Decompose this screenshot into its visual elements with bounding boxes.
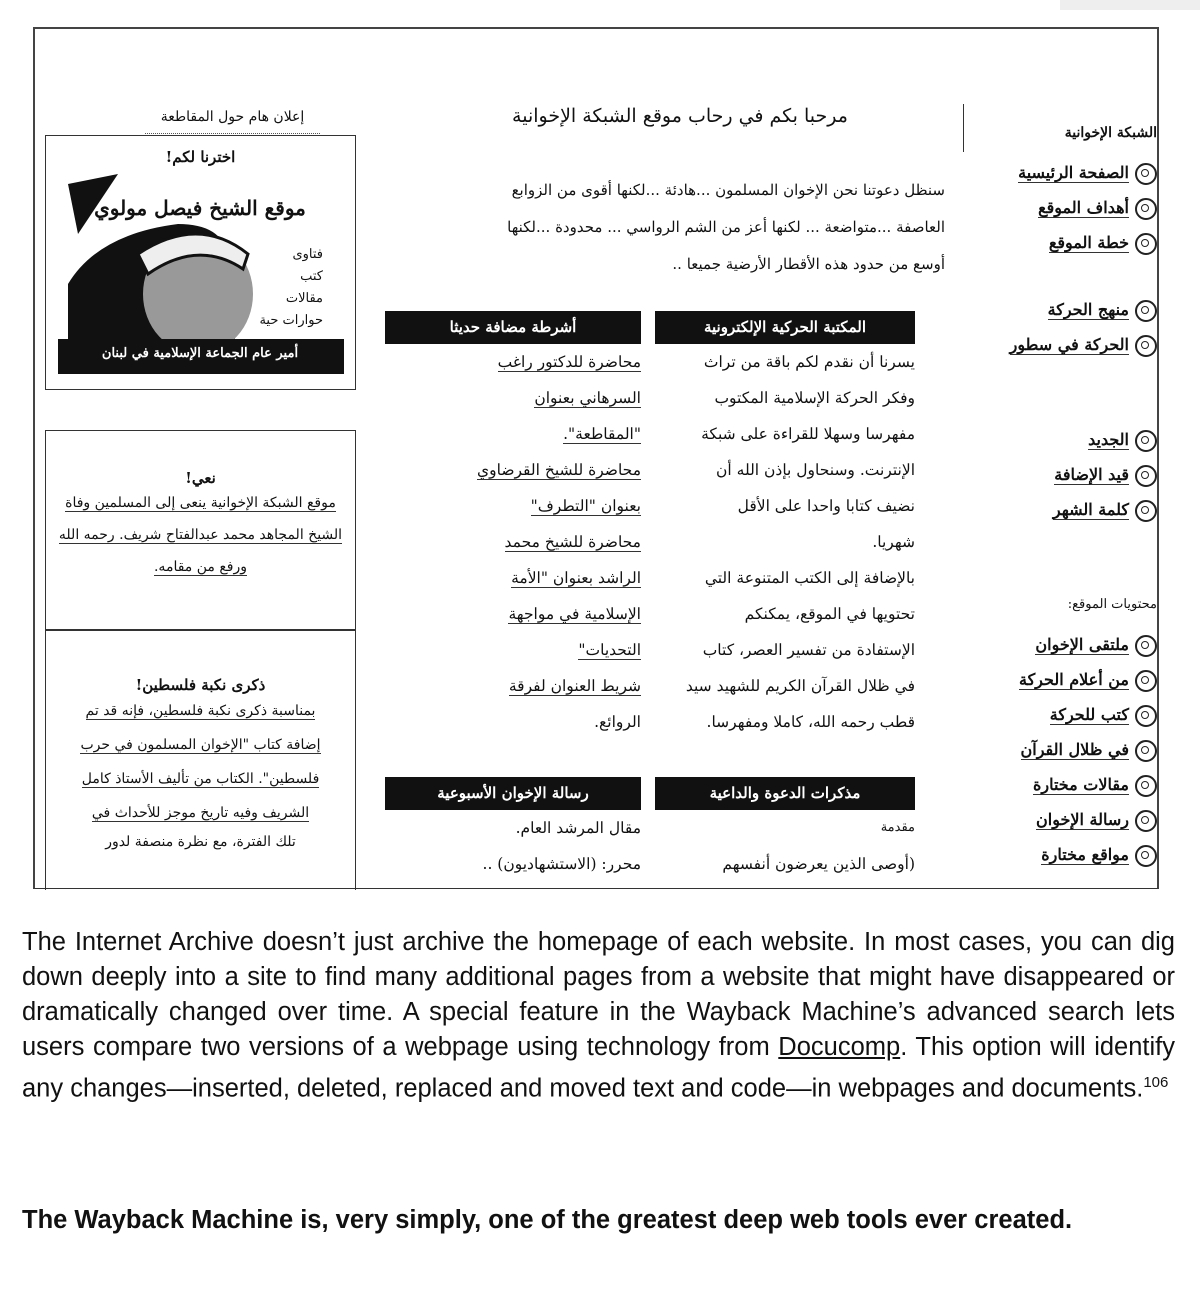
sidebar-item-label: رسالة الإخوان xyxy=(1036,810,1129,829)
flower-rosette-icon xyxy=(1135,670,1157,692)
nakba-link[interactable]: الشريف وفيه تاريخ موجز للأحداث في xyxy=(91,805,310,821)
sidebar-item[interactable] xyxy=(962,767,1157,802)
sidebar-item[interactable] xyxy=(962,292,1157,327)
obituary-link[interactable]: ورفع من مقامه. xyxy=(153,559,248,575)
sidebar-item[interactable] xyxy=(962,190,1157,225)
featured-title: اخترنا لكم! xyxy=(165,148,236,166)
tape-link[interactable]: الراشد بعنوان "الأمة xyxy=(511,569,641,587)
tape-link[interactable]: الروائع. xyxy=(594,713,641,731)
library-line: الإنترنت. وسنحاول بإذن الله أن xyxy=(716,461,915,479)
tapes-header[interactable]: أشرطة مضافة حديثا xyxy=(385,311,641,344)
sidebar-item[interactable] xyxy=(962,837,1157,872)
sidebar-item[interactable] xyxy=(962,457,1157,492)
nakba-link[interactable]: إضافة كتاب "الإخوان المسلمون في حرب xyxy=(80,737,321,753)
page-edge xyxy=(1060,0,1200,10)
flower-rosette-icon xyxy=(1135,335,1157,357)
banner-item: كتب xyxy=(300,269,323,284)
sidebar-item-label: أهداف الموقع xyxy=(1038,198,1129,217)
tape-link[interactable]: شريط العنوان لفرقة xyxy=(508,677,641,695)
library-line: بالإضافة إلى الكتب المتنوعة التي xyxy=(704,569,915,587)
banner-item: مقالات xyxy=(285,291,323,306)
flower-rosette-icon xyxy=(1135,430,1157,452)
library-line: تحتويها في الموقع، يمكنكم xyxy=(744,605,915,623)
paragraph-text: The Internet Archive doesn’t just archive the homepage of each website. In most cases, you can dig down deeply into a site to find many additional pages from a website that might have disappeared or dramatically changed over time. A special feature in the Wayback Machine’s advanced search lets users compare two versions of a webpage using technology from xyxy=(22,928,1175,1061)
tape-link[interactable]: محاضرة للدكتور راغب xyxy=(497,353,641,371)
footnote-marker: 106 xyxy=(1143,1074,1169,1091)
bold-conclusion: The Wayback Machine is, very simply, one of the greatest deep web tools ever created. xyxy=(22,1206,1073,1234)
library-line: الإستفادة من تفسير العصر، كتاب xyxy=(702,641,915,659)
banner-caption: أمير عام الجماعة الإسلامية في لبنان xyxy=(101,346,299,361)
intro-line: العاصفة ...متواضعة ... لكنها أعز من الشم الرواسي ... محدودة ...لكنها xyxy=(507,218,945,236)
sidebar-item-label: مقالات مختارة xyxy=(1032,775,1129,794)
flower-rosette-icon xyxy=(1135,233,1157,255)
library-section xyxy=(655,311,915,740)
flower-rosette-icon xyxy=(1135,300,1157,322)
flower-rosette-icon xyxy=(1135,775,1157,797)
nakba-link[interactable]: تلك الفترة، مع نظرة منصفة لدور xyxy=(105,834,296,850)
library-line: مفهرسا وسهلا للقراءة على شبكة xyxy=(701,425,915,443)
sidebar-item-label: كلمة الشهر xyxy=(1052,500,1129,519)
nakba-link[interactable]: بمناسبة ذكرى نكبة فلسطين، فإنه قد تم xyxy=(85,703,316,719)
tape-link[interactable]: السرهاني بعنوان xyxy=(534,389,641,407)
sidebar-item-label: ملتقى الإخوان xyxy=(1035,635,1129,654)
paragraph-text: . This option will identify any changes—inserted, deleted, replaced and moved text and code—in webpages and documents. xyxy=(22,1033,1175,1103)
sidebar-item[interactable] xyxy=(962,492,1157,527)
sidebar-item-label: خطة الموقع xyxy=(1048,233,1129,252)
weekly-line: محرر: (الاستشهاديون) .. xyxy=(482,855,641,873)
nakba-link[interactable]: فلسطين". الكتاب من تأليف الأستاذ كامل xyxy=(81,771,320,787)
library-line: وفكر الحركة الإسلامية المكتوب xyxy=(714,389,915,407)
sidebar-item-label: قيد الإضافة xyxy=(1054,465,1129,484)
flower-rosette-icon xyxy=(1135,465,1157,487)
sidebar-item[interactable] xyxy=(962,732,1157,767)
library-line: شهريا. xyxy=(872,533,915,551)
banner-item: فتاوى xyxy=(292,247,323,262)
flower-rosette-icon xyxy=(1135,163,1157,185)
flower-rosette-icon xyxy=(1135,705,1157,727)
docucomp-link[interactable]: Docucomp xyxy=(778,1033,901,1061)
tape-link[interactable]: محاضرة للشيخ القرضاوي xyxy=(476,461,641,479)
memoirs-line: مقدمة xyxy=(880,820,915,835)
memoirs-line: (أوصى الذين يعرضون أنفسهم xyxy=(722,855,915,873)
tape-link[interactable]: الإسلامية في مواجهة xyxy=(508,605,641,623)
sidebar-item[interactable] xyxy=(962,155,1157,190)
flower-rosette-icon xyxy=(1135,198,1157,220)
obituary-title: نعي! xyxy=(185,469,216,487)
sidebar-section-title: محتويات الموقع: xyxy=(1067,597,1157,612)
sidebar-item-label: الحركة في سطور xyxy=(1009,335,1129,354)
weekly-section xyxy=(385,777,641,882)
flower-rosette-icon xyxy=(1135,740,1157,762)
library-line: نضيف كتابا واحدا على الأقل xyxy=(737,497,915,515)
sidebar-item[interactable] xyxy=(962,627,1157,662)
library-line: يسرنا أن نقدم لكم باقة من تراث xyxy=(703,353,915,371)
sidebar-item-label: منهج الحركة xyxy=(1047,300,1129,319)
obituary-link[interactable]: موقع الشبكة الإخوانية ينعى إلى المسلمين وفاة xyxy=(65,495,336,511)
memoirs-header[interactable]: مذكرات الدعوة والداعية xyxy=(655,777,915,810)
library-header[interactable]: المكتبة الحركية الإلكترونية xyxy=(655,311,915,344)
sidebar-item-label: كتب للحركة xyxy=(1049,705,1129,724)
tape-link[interactable]: التحديات" xyxy=(578,641,641,659)
sidebar-item[interactable] xyxy=(962,327,1157,362)
sidebar-item-label: الصفحة الرئيسية xyxy=(1018,163,1129,182)
sidebar-nav xyxy=(962,125,1157,872)
library-line: قطب رحمه الله، كاملا ومفهرسا. xyxy=(706,713,915,731)
notice-link[interactable]: إعلان هام حول المقاطعة xyxy=(145,109,320,134)
intro-line: سنظل دعوتنا نحن الإخوان المسلمون ...هادئة ...لكنها أقوى من الزوابع xyxy=(511,181,945,199)
sidebar-item-label: مواقع مختارة xyxy=(1041,845,1129,864)
sidebar-title: الشبكة الإخوانية xyxy=(1064,125,1157,141)
sidebar-item[interactable] xyxy=(962,697,1157,732)
flower-rosette-icon xyxy=(1135,845,1157,867)
nakba-title: ذكرى نكبة فلسطين! xyxy=(135,676,266,694)
banner-title: موقع الشيخ فيصل مولوي xyxy=(94,196,306,220)
obituary-box xyxy=(45,430,356,630)
sidebar-item-label: من أعلام الحركة xyxy=(1018,670,1129,689)
sidebar-item[interactable] xyxy=(962,662,1157,697)
intro-text xyxy=(385,172,945,283)
sidebar-item-label: في ظلال القرآن xyxy=(1020,740,1129,759)
intro-line: أوسع من حدود هذه الأقطار الأرضية جميعا .. xyxy=(672,255,945,273)
obituary-link[interactable]: الشيخ المجاهد محمد عبدالفتاح شريف. رحمه الله xyxy=(58,527,343,543)
flower-rosette-icon xyxy=(1135,810,1157,832)
featured-banner-image[interactable] xyxy=(58,174,343,374)
library-line: في ظلال القرآن الكريم للشهيد سيد xyxy=(685,677,915,695)
tapes-section xyxy=(385,311,641,740)
flower-rosette-icon xyxy=(1135,500,1157,522)
tape-link[interactable]: "المقاطعة". xyxy=(563,425,641,443)
nakba-box xyxy=(45,630,356,890)
sidebar-item-label: الجديد xyxy=(1088,430,1129,449)
sidebar-item[interactable] xyxy=(962,422,1157,457)
tape-link[interactable]: بعنوان "التطرف" xyxy=(530,497,641,515)
featured-box xyxy=(45,135,356,390)
weekly-header[interactable]: رسالة الإخوان الأسبوعية xyxy=(385,777,641,810)
sidebar-item[interactable] xyxy=(962,225,1157,260)
sidebar-item[interactable] xyxy=(962,802,1157,837)
tape-link[interactable]: محاضرة للشيخ محمد xyxy=(504,533,641,551)
body-paragraph xyxy=(22,925,1175,1107)
memoirs-section xyxy=(655,777,915,882)
welcome-banner: مرحبا بكم في رحاب موقع الشبكة الإخوانية xyxy=(512,105,848,127)
banner-item: حوارات حية xyxy=(259,313,323,328)
flower-rosette-icon xyxy=(1135,635,1157,657)
weekly-line: مقال المرشد العام. xyxy=(515,819,641,837)
